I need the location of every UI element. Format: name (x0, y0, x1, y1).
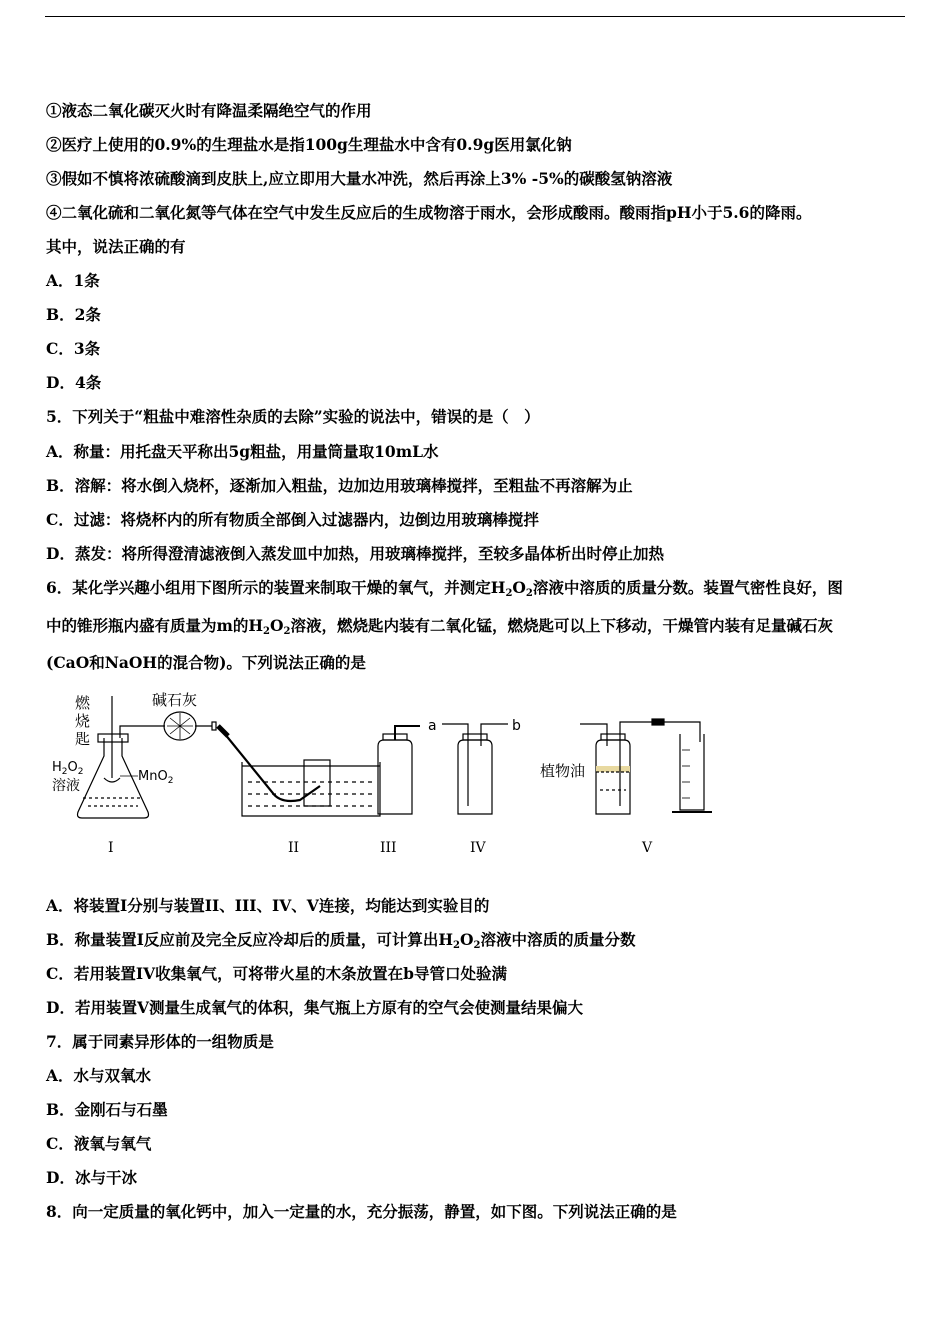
q6-apparatus-figure (40, 686, 740, 866)
q4-statement-1: ①液态二氧化碳灭火时有降温柔隔绝空气的作用 (46, 101, 372, 120)
label-iii: III (380, 840, 397, 856)
q4-statement-4: ④二氧化硫和二氧化氮等气体在空气中发生反应后的生成物溶于雨水，会形成酸雨。酸雨指pH小于5.6的降雨。 (46, 203, 812, 222)
q6-stem-line-1: 6．某化学兴趣小组用下图所示的装置来制取干燥的氧气，并测定$H_2O_2$溶液中溶质的质量分数。装置气密性良好，图 (46, 578, 843, 599)
apparatus-3 (378, 726, 420, 814)
label-ii: II (288, 840, 300, 856)
q6-option-c: C．若用装置IV收集氧气，可将带火星的木条放置在b导管口处验满 (46, 964, 507, 983)
spoon-label-2: 烧 (75, 712, 91, 730)
q7-option-b: B．金刚石与石墨 (46, 1100, 168, 1119)
tube-b-label: b (512, 718, 521, 734)
header-rule (45, 16, 905, 17)
q4-statement-2: ②医疗上使用的0.9%的生理盐水是指100g生理盐水中含有0.9g医用氯化钠 (46, 135, 572, 154)
q4-statement-3: ③假如不慎将浓硫酸滴到皮肤上,应立即用大量水冲洗，然后再涂上3% -5%的碳酸氢钠溶液 (46, 169, 673, 188)
q4-option-b: B．2条 (46, 305, 101, 324)
q6-option-b: B．称量装置I反应前及完全反应冷却后的质量，可计算出$H_2O_2$溶液中溶质的质量分数 (46, 930, 636, 951)
q6-option-a: A．将装置I分别与装置II、III、IV、V连接，均能达到实验目的 (46, 896, 490, 915)
mno2-label: MnO$_2$ (138, 769, 174, 786)
apparatus-2 (218, 726, 380, 816)
solution-label: 溶液 (52, 778, 80, 794)
q5-stem: 5．下列关于“粗盐中难溶性杂质的去除”实验的说法中，错误的是（ ） (46, 407, 540, 426)
q4-prompt: 其中，说法正确的有 (46, 237, 186, 256)
q7-option-d: D．冰与干冰 (46, 1168, 137, 1187)
spoon-label-3: 匙 (75, 730, 91, 748)
sodalime-label: 碱石灰 (152, 691, 198, 709)
q5-option-d: D．蒸发：将所得澄清滤液倒入蒸发皿中加热，用玻璃棒搅拌，至较多晶体析出时停止加热 (46, 544, 664, 563)
apparatus-1 (78, 696, 217, 818)
q8-stem: 8．向一定质量的氧化钙中，加入一定量的水，充分振荡，静置，如下图。下列说法正确的是 (46, 1202, 677, 1221)
q7-option-a: A．水与双氧水 (46, 1066, 152, 1085)
apparatus-4 (442, 724, 508, 814)
q4-option-d: D．4条 (46, 373, 102, 392)
q5-option-c: C．过滤：将烧杯内的所有物质全部倒入过滤器内，边倒边用玻璃棒搅拌 (46, 510, 539, 529)
spoon-label-1: 燃 (75, 694, 91, 712)
label-iv: IV (470, 840, 486, 856)
q5-option-a: A．称量：用托盘天平称出5g粗盐，用量筒量取10mL水 (46, 442, 439, 461)
label-i: I (108, 840, 114, 856)
q5-option-b: B．溶解：将水倒入烧杯，逐渐加入粗盐，边加边用玻璃棒搅拌，至粗盐不再溶解为止 (46, 476, 633, 495)
tube-a-label: a (428, 718, 437, 734)
q6-option-d: D．若用装置V测量生成氧气的体积，集气瓶上方原有的空气会使测量结果偏大 (46, 998, 583, 1017)
q7-option-c: C．液氧与氧气 (46, 1134, 152, 1153)
q4-option-c: C．3条 (46, 339, 101, 358)
oil-label: 植物油 (540, 762, 586, 780)
apparatus-5 (580, 719, 712, 814)
q7-stem: 7．属于同素异形体的一组物质是 (46, 1032, 274, 1051)
q6-stem-line-3: (CaO和NaOH的混合物)。下列说法正确的是 (46, 653, 366, 672)
q4-option-a: A．1条 (46, 271, 100, 290)
label-v: V (642, 840, 653, 856)
q6-stem-line-2: 中的锥形瓶内盛有质量为m的$H_2O_2$溶液，燃烧匙内装有二氧化锰，燃烧匙可以上下移动，干燥管内装有足量碱石灰 (46, 616, 834, 637)
h2o2-label: $H_2O_2$ (52, 760, 84, 777)
